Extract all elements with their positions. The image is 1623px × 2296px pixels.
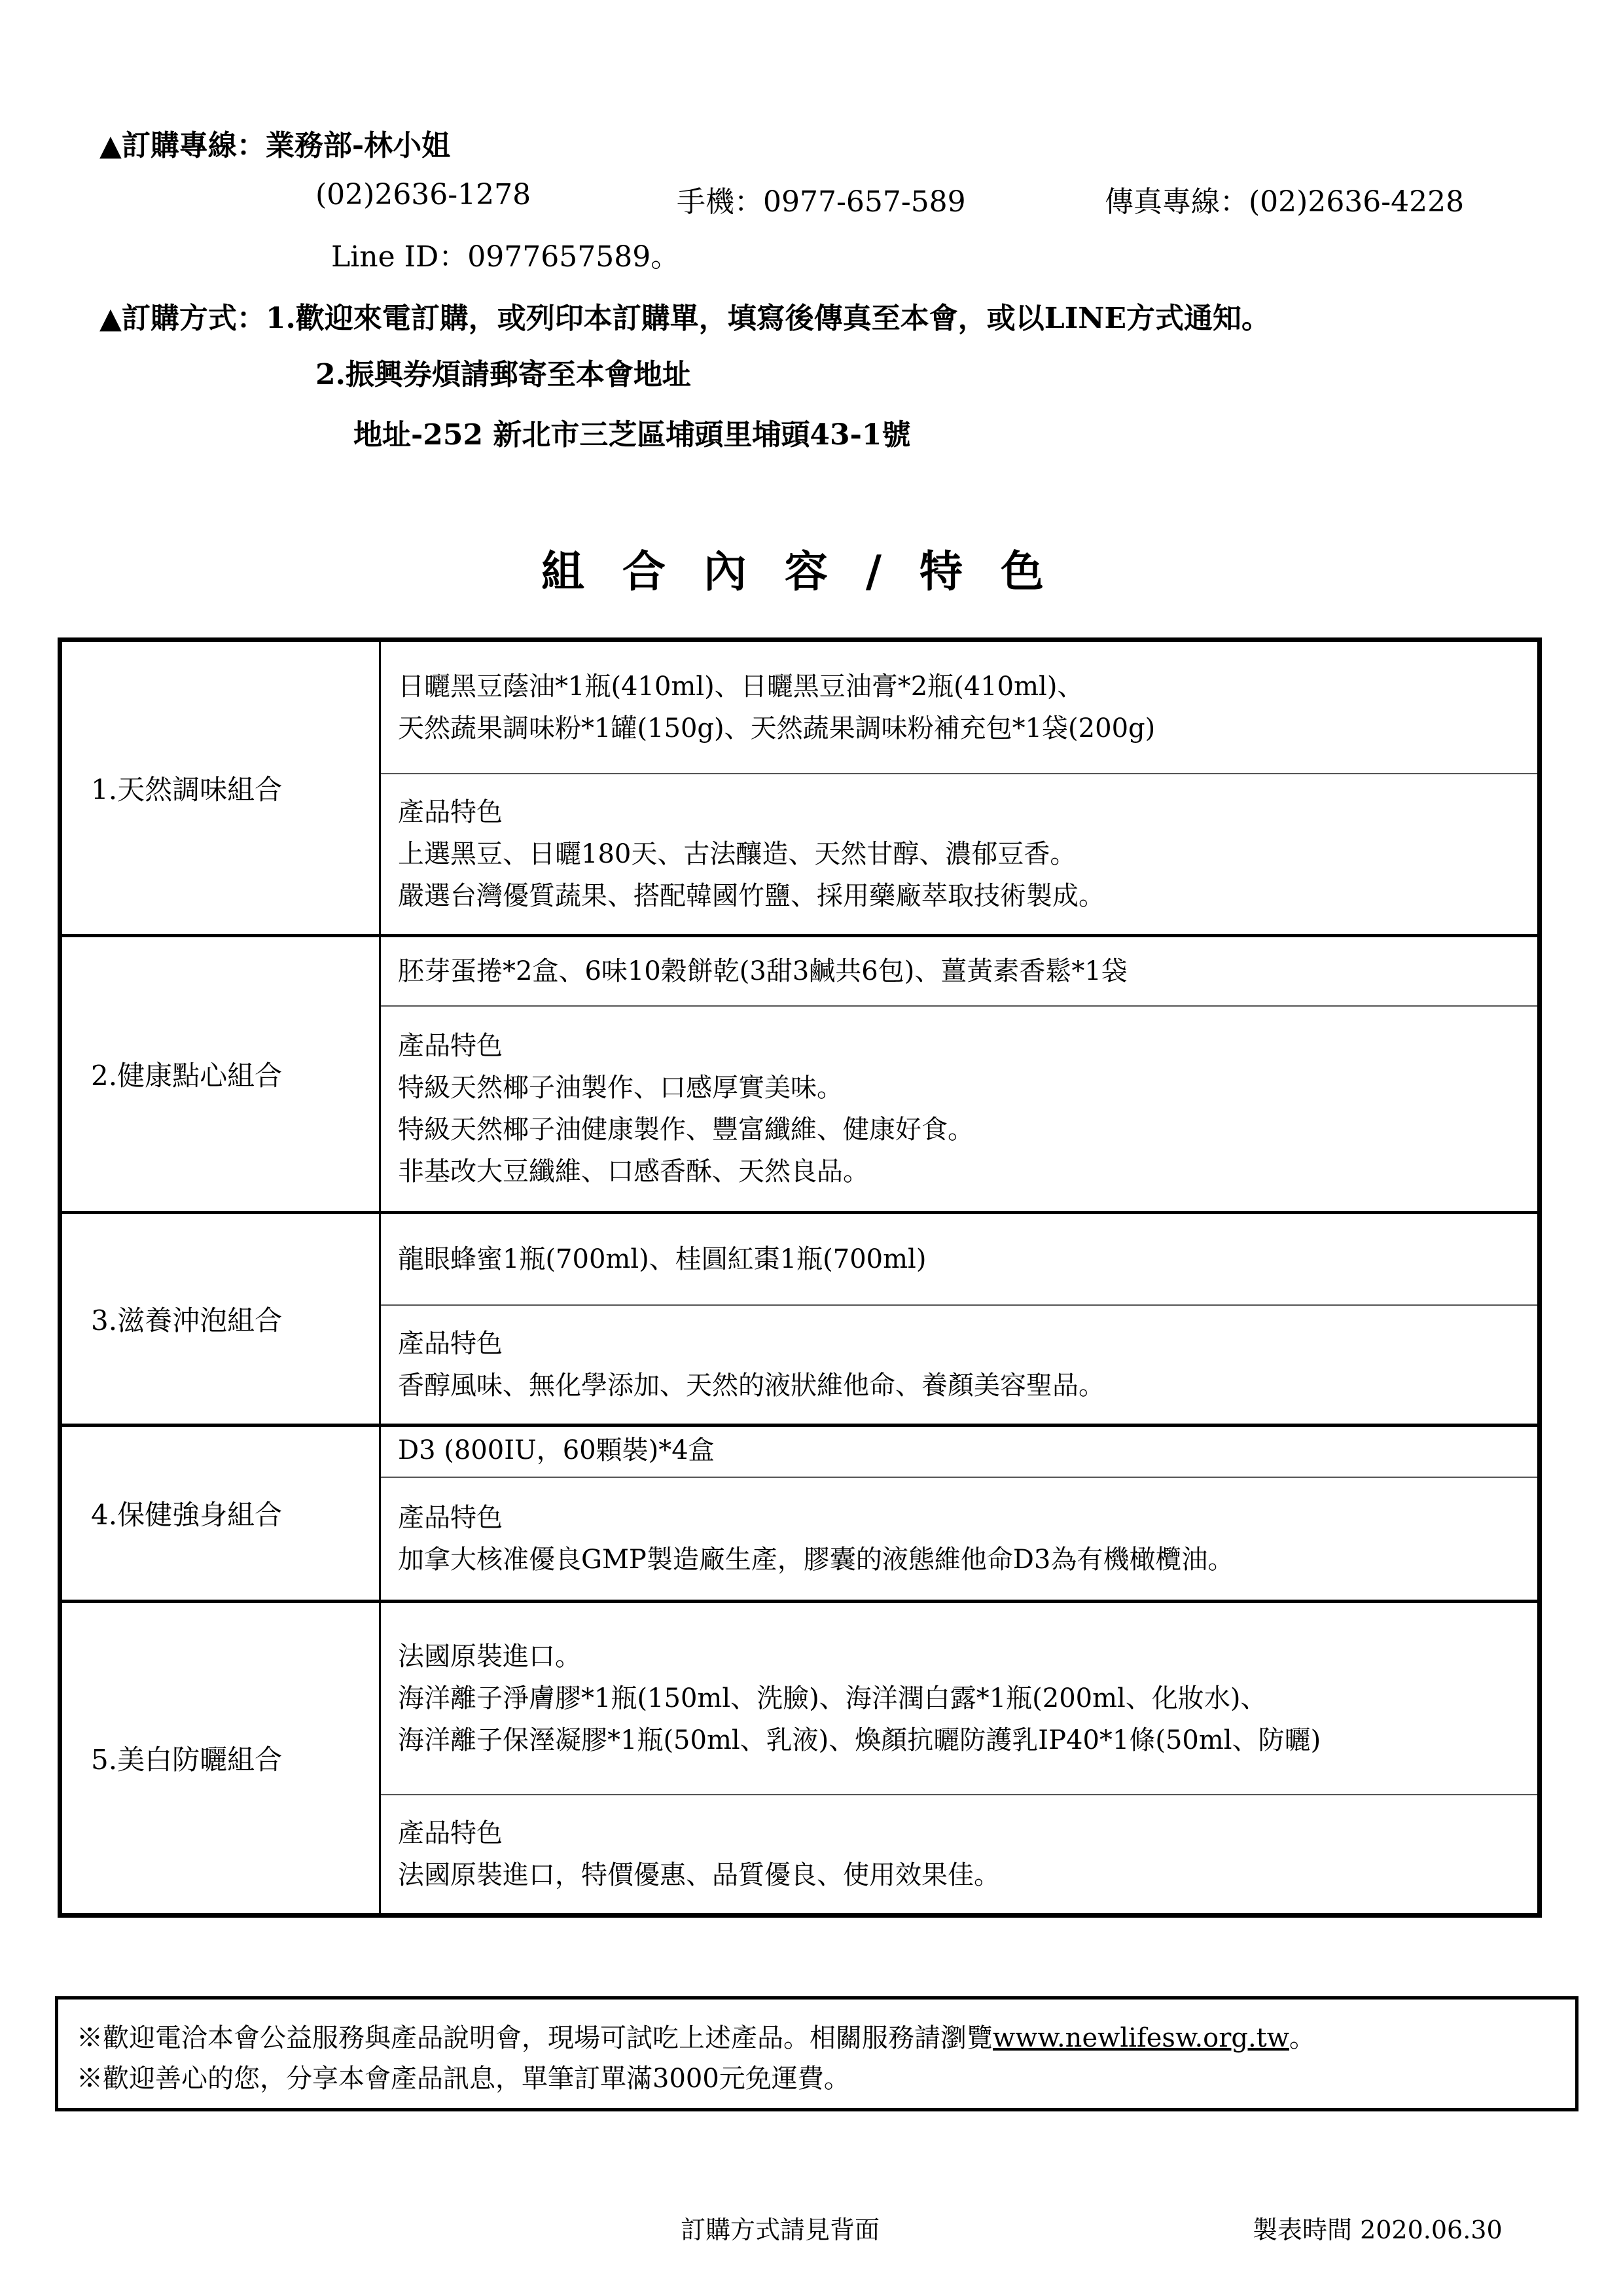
feature-line: 特級天然椰子油健康製作、豐富纖維、健康好食。 [398, 1115, 974, 1145]
combo-name: 2.健康點心組合 [60, 936, 380, 1213]
website-link[interactable]: www.newlifesw.org.tw [993, 2023, 1289, 2053]
feature-line: 上選黑豆、日曬180天、古法釀造、天然甘醇、濃郁豆香。 [398, 839, 1077, 869]
combo-features [380, 1305, 1540, 1426]
combo-features [380, 774, 1540, 936]
combo-features [380, 1795, 1540, 1916]
combo-features [380, 1006, 1540, 1213]
feature-line: 法國原裝進口，特價優惠、品質優良、使用效果佳。 [398, 1860, 1000, 1890]
contents-line: 法國原裝進口。 [398, 1641, 581, 1672]
combo-row [60, 640, 1540, 774]
feature-label: 產品特色 [398, 1503, 503, 1533]
section-title: 組合內容/特色 [541, 546, 1082, 597]
combo-name: 5.美白防曬組合 [60, 1602, 380, 1916]
combo-row [60, 1426, 1540, 1478]
combo-row [60, 1602, 1540, 1795]
combo-contents [380, 1426, 1540, 1478]
feature-line: 嚴選台灣優質蔬果、搭配韓國竹鹽、採用藥廠萃取技術製成。 [398, 881, 1105, 911]
feature-line: 加拿大核准優良GMP製造廠生產，膠囊的液態維他命D3為有機橄欖油。 [398, 1545, 1234, 1575]
feature-label: 產品特色 [398, 1031, 503, 1061]
combo-row [60, 1213, 1540, 1306]
combo-contents [380, 1602, 1540, 1795]
contents-line: 天然蔬果調味粉*1罐(150g)、天然蔬果調味粉補充包*1袋(200g) [398, 713, 1156, 744]
feature-line: 香醇風味、無化學添加、天然的液狀維他命、養顏美容聖品。 [398, 1371, 1105, 1401]
feature-label: 產品特色 [398, 797, 503, 827]
feature-label: 產品特色 [398, 1329, 503, 1359]
contents-line: 胚芽蛋捲*2盒、6味10穀餅乾(3甜3鹹共6包)、薑黃素香鬆*1袋 [398, 956, 1128, 986]
line-id: Line ID：0977657589。 [331, 240, 680, 274]
combo-name: 3.滋養沖泡組合 [60, 1213, 380, 1426]
footer-note: 訂購方式請見背面 [681, 2215, 880, 2244]
order-method-line2: 2.振興券煩請郵寄至本會地址 [315, 358, 691, 391]
phone-number: (02)2636-1278 [315, 178, 531, 211]
fax-number: 傳真專線：(02)2636-4228 [1105, 185, 1465, 219]
mobile-number: 手機：0977-657-589 [677, 185, 966, 219]
combo-row [60, 936, 1540, 1007]
combo-features [380, 1477, 1540, 1602]
note-line-1 [77, 2018, 1575, 2058]
combo-contents [380, 1213, 1540, 1306]
combo-name: 1.天然調味組合 [60, 640, 380, 936]
feature-line: 特級天然椰子油製作、口感厚實美味。 [398, 1073, 843, 1103]
order-hotline-label: ▲訂購專線：業務部-林小姐 [99, 129, 451, 162]
order-method-line1: ▲訂購方式：1.歡迎來電訂購，或列印本訂購單，填寫後傳真至本會，或以LINE方式通知。 [99, 302, 1271, 335]
feature-line: 非基改大豆纖維、口感香酥、天然良品。 [398, 1157, 869, 1187]
mailing-address: 地址-252 新北市三芝區埔頭里埔頭43-1號 [353, 418, 911, 452]
combo-contents [380, 936, 1540, 1007]
footer-date: 製表時間 2020.06.30 [1253, 2215, 1503, 2244]
feature-label: 產品特色 [398, 1818, 503, 1848]
note-line-2: ※歡迎善心的您，分享本會產品訊息，單筆訂單滿3000元免運費。 [77, 2064, 850, 2094]
combo-name: 4.保健強身組合 [60, 1426, 380, 1602]
combo-contents [380, 640, 1540, 774]
contents-line: 龍眼蜂蜜1瓶(700ml)、桂圓紅棗1瓶(700ml) [398, 1244, 927, 1274]
contents-line: D3 (800IU，60顆裝)*4盒 [398, 1435, 715, 1465]
note-text: ※歡迎電洽本會公益服務與產品說明會，現場可試吃上述產品。相關服務請瀏覽 [77, 2023, 993, 2053]
contents-line: 日曬黑豆蔭油*1瓶(410ml)、日曬黑豆油膏*2瓶(410ml)、 [398, 672, 1084, 702]
note-end: 。 [1289, 2023, 1315, 2053]
combo-table [58, 637, 1542, 1918]
notes-box [55, 1996, 1578, 2111]
contents-line: 海洋離子淨膚膠*1瓶(150ml、洗臉)、海洋潤白露*1瓶(200ml、化妝水)、 [398, 1683, 1267, 1713]
contents-line: 海洋離子保溼凝膠*1瓶(50ml、乳液)、煥顏抗曬防護乳IP40*1條(50ml、防曬) [398, 1725, 1321, 1755]
